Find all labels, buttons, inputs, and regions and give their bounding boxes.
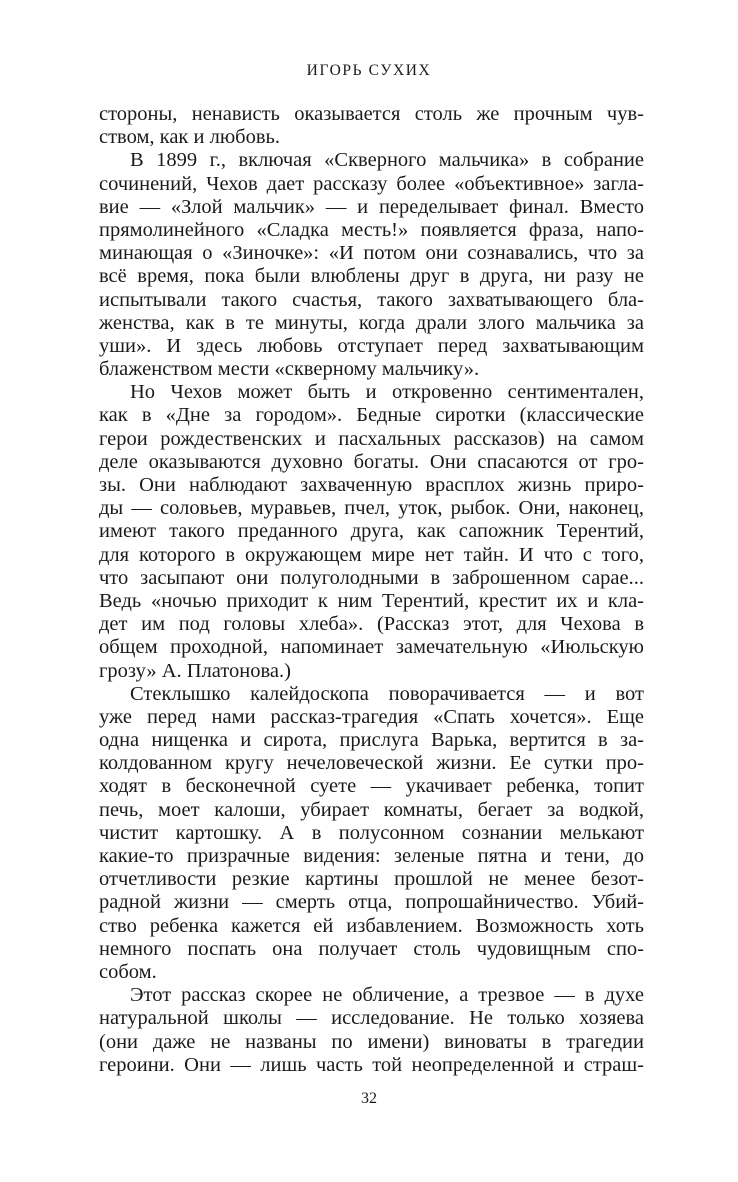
- text-line: испытывали такого счастья, такого захватывающего бла-: [99, 288, 644, 311]
- text-line: Ведь «ночью приходит к ним Терентий, крестит их и кла-: [99, 589, 644, 612]
- text-line: героини. Они — лишь часть той неопределенной и страш-: [99, 1053, 644, 1076]
- text-line: уши». И здесь любовь отступает перед захватывающим: [99, 334, 644, 357]
- text-line: какие-то призрачные видения: зеленые пятна и тени, до: [99, 845, 644, 867]
- text-line: вие — «Злой мальчик» — и переделывает финал. Вместо: [99, 195, 644, 218]
- text-line: герои рождественских и пасхальных рассказов) на самом: [99, 427, 644, 450]
- text-line: как в «Дне за городом». Бедные сиротки (классические: [99, 404, 644, 427]
- text-line: печь, моет калоши, убирает комнаты, бегает за водкой,: [99, 798, 644, 821]
- text-line: всё время, пока были влюблены друг в друга, ни разу не: [99, 265, 644, 288]
- paragraph: [99, 381, 644, 682]
- text-line: для которого в окружающем мире нет тайн. И что с того,: [99, 543, 644, 566]
- text-line: имеют такого преданного друга, как сапожник Терентий,: [99, 520, 644, 543]
- text-line: грозу» А. Платонова.): [99, 659, 291, 682]
- running-head: ИГОРЬ СУХИХ: [306, 62, 432, 79]
- text-line: что засыпают они полуголодными в заброшенном сарае...: [99, 566, 644, 589]
- page-number: 32: [361, 1090, 377, 1107]
- paragraph: [99, 103, 644, 149]
- text-body: [99, 103, 644, 1077]
- text-line: блаженством мести «скверному мальчику».: [99, 358, 480, 381]
- text-line: колдованном кругу нечеловеческой жизни. Ее сутки про-: [99, 752, 644, 775]
- text-line: деле оказываются духовно богаты. Они спасаются от гро-: [99, 450, 644, 473]
- text-line: одна нищенка и сирота, прислуга Варька, вертится в за-: [99, 729, 644, 752]
- text-line: зы. Они наблюдают захваченную врасплох жизнь приро-: [99, 474, 644, 496]
- text-line: ды — соловьев, муравьев, пчел, уток, рыбок. Они, наконец,: [99, 497, 644, 520]
- text-line: Стеклышко калейдоскопа поворачивается — и вот: [130, 682, 644, 705]
- text-line: чистит картошку. А в полусонном сознании мелькают: [99, 821, 644, 844]
- text-line: отчетливости резкие картины прошлой не менее безот-: [99, 868, 644, 891]
- text-line: (они даже не названы по имени) виноваты в трагедии: [99, 1030, 644, 1053]
- text-line: ством, как и любовь.: [99, 126, 280, 149]
- paragraph: [99, 984, 644, 1077]
- text-line: Но Чехов может быть и откровенно сентиментален,: [130, 381, 644, 404]
- text-line: ство ребенка кажется ей избавлением. Возможность хоть: [99, 914, 644, 937]
- text-line: натуральной школы — исследование. Не только хозяева: [99, 1007, 644, 1030]
- text-line: минающая о «Зиночке»: «И потом они сознавались, что за: [99, 242, 644, 265]
- text-line: женства, как в те минуты, когда драли злого мальчика за: [99, 311, 644, 334]
- text-line: немного поспать она получает столь чудовищным спо-: [99, 937, 644, 960]
- text-line: ходят в бесконечной суете — укачивает ребенка, топит: [99, 775, 644, 798]
- text-line: радной жизни — смерть отца, попрошайничество. Убий-: [99, 891, 644, 914]
- text-line: общем проходной, напоминает замечательную «Июльскую: [99, 636, 644, 659]
- text-line: дет им под головы хлеба». (Рассказ этот, для Чехова в: [99, 613, 644, 636]
- text-line: В 1899 г., включая «Скверного мальчика» в собрание: [130, 149, 644, 172]
- text-line: собом.: [99, 960, 157, 983]
- text-line: прямолинейного «Сладка месть!» появляется фраза, напо-: [99, 218, 644, 241]
- paragraph: [99, 149, 644, 381]
- paragraph: [99, 683, 644, 984]
- text-line: стороны, ненависть оказывается столь же прочным чув-: [99, 103, 644, 125]
- text-line: Этот рассказ скорее не обличение, а трезвое — в духе: [130, 984, 644, 1007]
- text-line: сочинений, Чехов дает рассказу более «объективное» загла-: [99, 172, 644, 195]
- text-line: уже перед нами рассказ-трагедия «Спать хочется». Еще: [99, 705, 644, 728]
